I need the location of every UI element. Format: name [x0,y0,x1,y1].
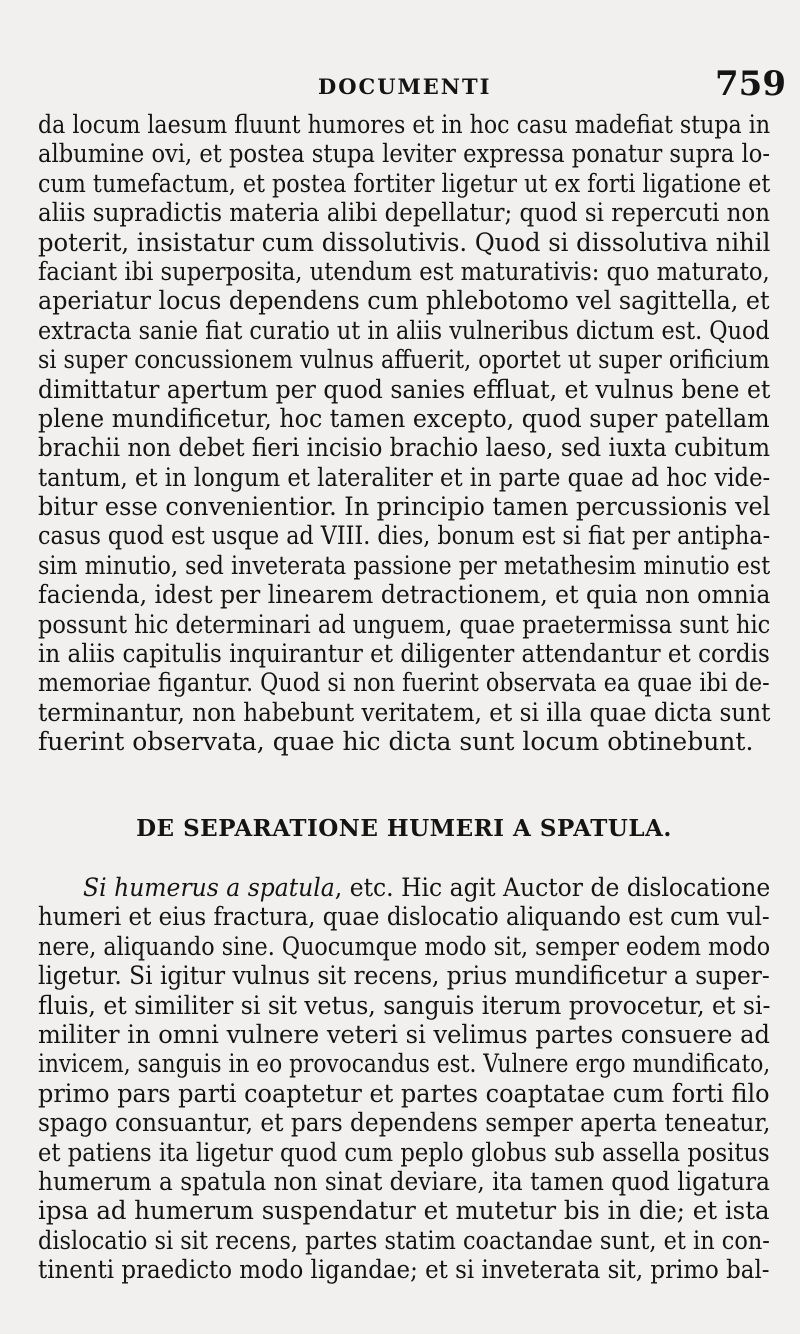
text-line-lead [38,873,771,902]
text-line: nere, aliquando sine. Quocumque modo sit, semper eodem modo [38,931,771,961]
text-line: cum tumefactum, et postea fortiter ligetur ut ex forti ligatione et [38,168,771,198]
text-line: facienda, idest per linearem detractionem, et quia non omnia [38,580,771,610]
text-line: aperiatur locus dependens cum phlebotomo vel sagittella, et [38,286,770,316]
text-line: sim minutio, sed inveterata passione per metathesim minutio est [38,550,771,580]
text-line: brachii non debet fieri incisio brachio laeso, sed iuxta cubitum [38,433,771,463]
text-line: humerum a spatula non sinat deviare, ita tamen quod ligatura [38,1166,770,1196]
text-line: primo pars parti coaptetur et partes coaptatae cum forti filo [38,1078,770,1108]
text-line: fluis, et similiter si sit vetus, sanguis iterum provocetur, et si- [38,990,771,1020]
text-line: tinenti praedicto modo ligandae; et si inveterata sit, primo bal- [38,1255,770,1285]
running-title: DOCUMENTI [318,74,492,99]
text-line: in aliis capitulis inquirantur et diligenter attendantur et cordis [38,639,770,669]
text-line: extracta sanie fiat curatio ut in aliis vulneribus dictum est. Quod [38,315,770,345]
text-line: si super concussionem vulnus affuerit, oportet ut super orificium [38,345,770,375]
paragraph-2 [38,873,770,1284]
text-line: casus quod est usque ad VIII. dies, bonum est si fiat per antipha- [38,521,771,551]
text-line: faciant ibi superposita, utendum est maturativis: quo maturato, [38,256,770,286]
text-line: dimittatur apertum per quod sanies effluat, et vulnus bene et [38,374,771,404]
section-heading: DE SEPARATIONE HUMERI A SPATULA. [136,815,672,842]
text-line: fuerint observata, quae hic dicta sunt locum obtinebunt. [38,727,754,757]
text-line: spago consuantur, et pars dependens semper aperta teneatur, [38,1108,771,1138]
text-line: bitur esse convenientior. In principio tamen percussionis vel [38,492,771,522]
text-line: aliis supradictis materia alibi depellatur; quod si repercuti non [38,198,771,228]
paragraph-1 [38,110,770,757]
text-line: et patiens ita ligetur quod cum peplo globus sub assella positus [38,1137,770,1167]
lead-italic-phrase: Si humerus a spatula [83,873,335,902]
text-line: humeri et eius fractura, quae dislocatio aliquando est cum vul- [38,902,770,932]
text-line: memoriae figantur. Quod si non fuerint observata ea quae ibi de- [38,668,770,698]
text-line: invicem, sanguis in eo provocandus est. Vulnere ergo mundificato, [38,1049,771,1079]
text-line: possunt hic determinari ad unguem, quae praetermissa sunt hic [38,609,771,639]
text-line: da locum laesum fluunt humores et in hoc casu madefiat stupa in [38,110,771,139]
running-head [0,60,800,104]
text-line: terminantur, non habebunt veritatem, et si illa quae dicta sunt [38,697,771,727]
text-line: tantum, et in longum et lateraliter et in parte quae ad hoc vide- [38,462,771,492]
page-number: 759 [715,64,786,104]
text-line: albumine ovi, et postea stupa leviter expressa ponatur supra lo- [38,139,770,169]
text-line: plene mundificetur, hoc tamen excepto, quod super patellam [38,403,770,433]
text-line: ligetur. Si igitur vulnus sit recens, prius mundificetur a super- [38,961,770,991]
text-line: militer in omni vulnere veteri si velimus partes consuere ad [38,1019,770,1049]
text-line: dislocatio si sit recens, partes statim coactandae sunt, et in con- [38,1225,770,1255]
text-line: poterit, insistatur cum dissolutivis. Quod si dissolutiva nihil [38,227,771,257]
text-line: ipsa ad humerum suspendatur et mutetur bis in die; et ista [38,1196,770,1226]
lead-rest: , etc. Hic agit Auctor de dislocatione [334,873,771,902]
